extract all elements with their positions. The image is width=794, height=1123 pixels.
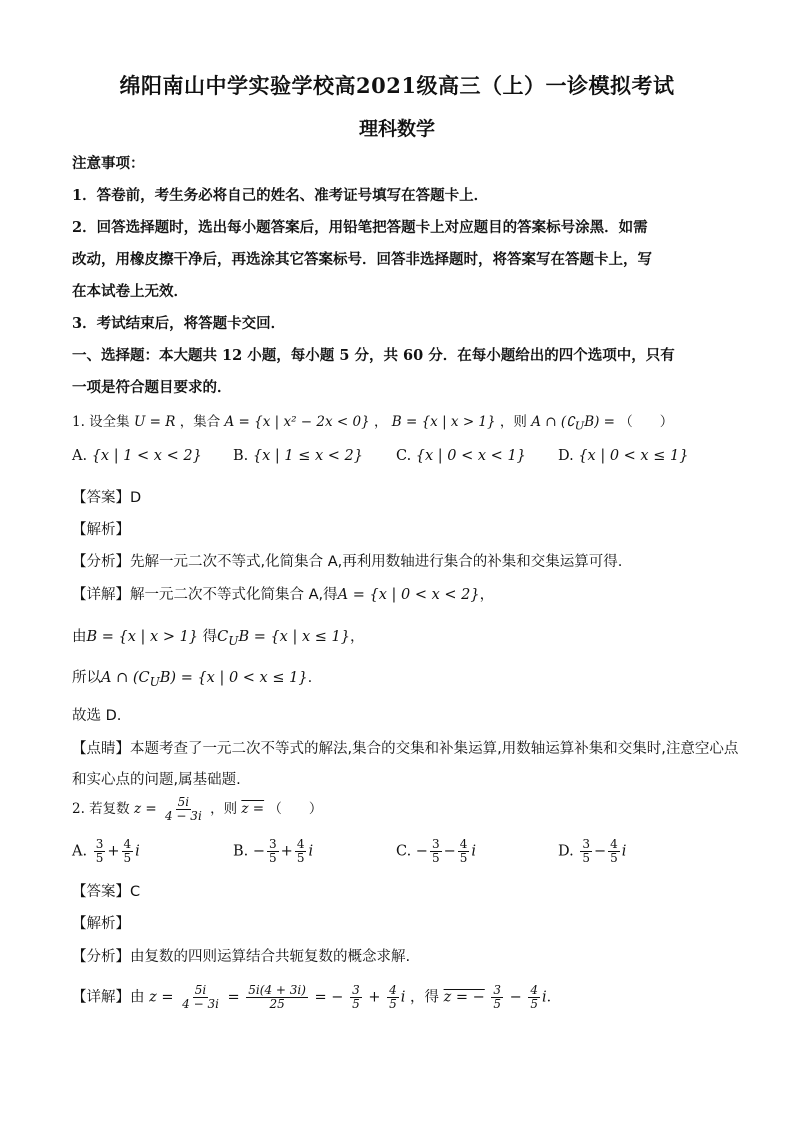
exam-subtitle: 理科数学 <box>358 118 435 140</box>
q1-analysis-label: 【解析】 <box>72 522 130 538</box>
q1-stem-then: ，则 <box>499 414 527 430</box>
q2-option-b: B. − $\frac{3}{5}$ + $\frac{4}{5}$ i <box>233 837 314 865</box>
q1-detail-line-3: 所以A ∩ $(C_UB) = \{x$ | 0 < x ≤ 1}. <box>72 670 313 689</box>
q1-option-c: C. {x | 0 < x < 1} <box>396 448 526 464</box>
q1-detail-line-2: 由B = {x | x > 1} 得$C_UB = \{x$ | x ≤ 1}， <box>72 629 365 648</box>
q1-analysis: 【分析】先解一元二次不等式,化简集合 A,再利用数轴进行集合的补集和交集运算可得. <box>72 554 623 570</box>
section-1-line-1: 一、选择题：本大题共 12 小题，每小题 5 分，共 60 分．在每小题给出的四个选项中，只有 <box>72 347 675 364</box>
note-1: 1．答卷前，考生务必将自己的姓名、准考证号填写在答题卡上． <box>72 187 489 204</box>
q2-analysis: 【分析】由复数的四则运算结合共轭复数的概念求解. <box>72 949 411 965</box>
note-2-line-1: 2．回答选择题时，选出每小题答案后，用铅笔把答题卡上对应题目的答案标号涂黑．如需 <box>72 219 648 236</box>
q1-sep: ， <box>373 414 388 430</box>
q2-option-c: C. − $\frac{3}{5}$ − $\frac{4}{5}$ i <box>396 837 477 865</box>
q1-choose: 故选 D. <box>72 708 122 724</box>
note-2-line-2: 改动，用橡皮擦干净后，再选涂其它答案标号．回答非选择题时，将答案写在答题卡上，写 <box>72 251 652 268</box>
q1-comment-line-1: 【点睛】本题考查了一元二次不等式的解法,集合的交集和补集运算,用数轴运算补集和交集时,注意空心点 <box>72 741 739 757</box>
q1-set-b: B = {x | x > 1} <box>391 414 496 430</box>
q1-stem <box>72 410 673 433</box>
q2-stem: 2. 若复数 z = $\frac{5i}{4 - 3i}$ ，则 z = （ ） <box>72 795 323 823</box>
q1-set-a: A = {x | x² − 2x < 0} <box>224 414 370 430</box>
q1-expression: A ∩ $(∁_UB)$ = <box>531 414 615 433</box>
q1-answer-paren: （ ） <box>619 414 674 430</box>
note-2-line-3: 在本试卷上无效． <box>72 283 188 300</box>
q2-option-d: D. $\frac{3}{5}$ − $\frac{4}{5}$ i <box>558 837 627 865</box>
note-3: 3．考试结束后，将答题卡交回． <box>72 315 286 332</box>
q1-answer: 【答案】D <box>72 490 142 506</box>
q1-stem-prefix: 1. 设全集 <box>72 414 130 430</box>
q2-analysis-label: 【解析】 <box>72 916 130 932</box>
section-1-line-2: 一项是符合题目要求的． <box>72 379 232 396</box>
q2-option-a: A. $\frac{3}{5}$ + $\frac{4}{5}$ i <box>72 837 140 865</box>
q1-comment-line-2: 和实心点的问题,属基础题. <box>72 772 241 788</box>
exam-title: 绵阳南山中学实验学校高2021级高三（上）一诊模拟考试 <box>119 73 675 98</box>
q1-option-a: A. {x | 1 < x < 2} <box>72 448 202 464</box>
q2-fraction: $\frac{5i}{4 - 3i}$ <box>164 795 202 823</box>
q1-stem-mid: ，集合 <box>179 414 221 430</box>
q1-universal-set: U = R <box>133 414 176 430</box>
q1-option-d: D. {x | 0 < x ≤ 1} <box>558 448 689 464</box>
q2-conjugate: z = <box>241 801 265 817</box>
q2-answer: 【答案】C <box>72 884 141 900</box>
notes-heading: 注意事项： <box>72 155 145 172</box>
q2-detail: 【详解】由 z = $\frac{5i}{4 - 3i}$ = $\frac{5i(4 + 3i)}{25}$ = − $\frac{3}{5}$ + $\frac{4}{5}$ i ，得 z = − $\frac{3}{5}$ − $\frac{4}{5}$ i． <box>72 983 562 1011</box>
q1-option-b: B. {x | 1 ≤ x < 2} <box>233 448 363 464</box>
q1-detail-line-1: 【详解】解一元二次不等式化简集合 A,得A = {x | 0 < x < 2}， <box>72 587 495 603</box>
